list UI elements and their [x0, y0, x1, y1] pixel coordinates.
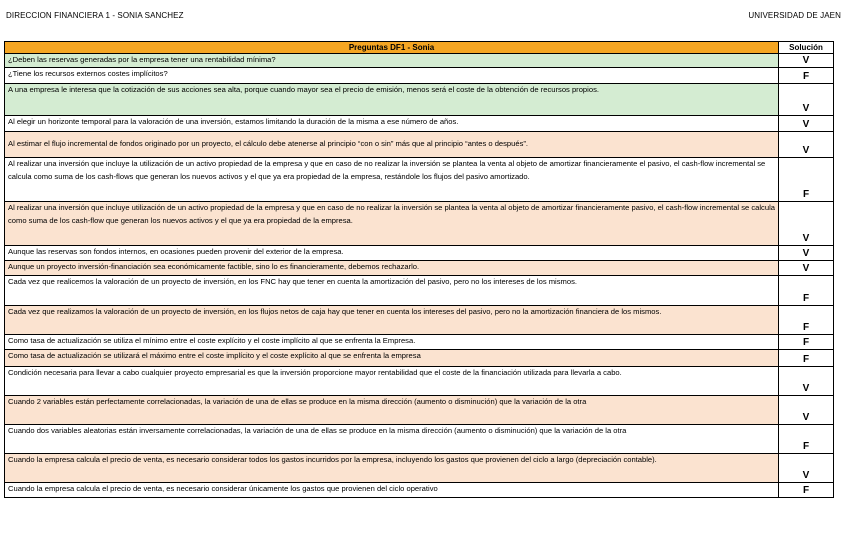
question-cell: Como tasa de actualización se utilizará el máximo entre el coste implícito y el coste explícito al que se enfrenta la empresa: [5, 350, 779, 367]
question-cell: A una empresa le interesa que la cotización de sus acciones sea alta, porque cuando mayor sea el precio de emisión, menos será el coste de la obtención de recursos propios.: [5, 84, 779, 116]
question-cell: Cada vez que realicemos la valoración de un proyecto de inversión, en los FNC hay que tener en cuenta la amortización del pasivo, pero no los intereses de los mismos.: [5, 276, 779, 306]
question-cell: Condición necesaria para llevar a cabo cualquier proyecto empresarial es que la inversión proporcione mayor rentabilidad que el coste de la financiación utilizada para llevarla a cabo.: [5, 367, 779, 396]
solution-cell: V: [779, 116, 834, 132]
solution-cell: F: [779, 306, 834, 335]
solution-cell: V: [779, 246, 834, 261]
solution-cell: V: [779, 54, 834, 68]
solution-cell: V: [779, 396, 834, 425]
table-row: [5, 261, 834, 276]
table-row: [5, 335, 834, 350]
table-row: [5, 396, 834, 425]
solution-cell: V: [779, 84, 834, 116]
question-cell: Al realizar una inversión que incluye la utilización de un activo propiedad de la empresa y que en caso de no realizar la inversión se plantea la venta al objeto de amortizar financieramente el pasivo, el cash-flow incremental se calcula como suma de los cash-flows que generan los nuevos activos y el que ya era propiedad de la empresa, restándole los flujos del pasivo amortizado.: [5, 158, 779, 202]
table-row: [5, 425, 834, 454]
table-row: [5, 158, 834, 202]
question-cell: Cuando dos variables aleatorias están inversamente correlacionadas, la variación de una de ellas se produce en la misma dirección (aumento o disminución) que la variación de la otra: [5, 425, 779, 454]
table-row: [5, 132, 834, 158]
solution-cell: F: [779, 68, 834, 84]
question-cell: Cada vez que realizamos la valoración de un proyecto de inversión, en los flujos netos de caja hay que tener en cuenta los intereses del pasivo, pero no la amortización financiera de los mismos.: [5, 306, 779, 335]
question-cell: Al estimar el flujo incremental de fondos originado por un proyecto, el cálculo debe atenerse al principio “con o sin” más que al principio “antes o después”.: [5, 132, 779, 158]
table-row: [5, 84, 834, 116]
solution-cell: V: [779, 454, 834, 483]
solution-cell: V: [779, 261, 834, 276]
solution-cell: F: [779, 425, 834, 454]
table-row: [5, 246, 834, 261]
table-row: [5, 306, 834, 335]
question-cell: Al realizar una inversión que incluye utilización de un activo propiedad de la empresa y que en caso de no realizar la inversión se plantea la venta al objeto de amortizar financieramente pasivo, el cash-flow incremental se calcula como suma de los cash-flow que generan los nuevos activos y el que ya era propiedad de la empresa.: [5, 202, 779, 246]
solution-cell: F: [779, 350, 834, 367]
university-name: UNIVERSIDAD DE JAEN: [748, 11, 841, 20]
table-row: [5, 454, 834, 483]
table-row: [5, 116, 834, 132]
solution-cell: V: [779, 367, 834, 396]
solution-cell: F: [779, 335, 834, 350]
table-header-row: [5, 42, 834, 54]
table-row: [5, 68, 834, 84]
table-row: [5, 276, 834, 306]
question-cell: Cuando 2 variables están perfectamente correlacionadas, la variación de una de ellas se produce en la misma dirección (aumento o disminución) que la variación de la otra: [5, 396, 779, 425]
table-row: [5, 202, 834, 246]
document-title: DIRECCION FINANCIERA 1 - SONIA SANCHEZ: [6, 11, 184, 20]
question-cell: Al elegir un horizonte temporal para la valoración de una inversión, estamos limitando la duración de la misma a ese número de años.: [5, 116, 779, 132]
solution-cell: F: [779, 276, 834, 306]
question-cell: Aunque un proyecto inversión-financiación sea económicamente factible, sino lo es financieramente, debemos rechazarlo.: [5, 261, 779, 276]
question-cell: Aunque las reservas son fondos internos, en ocasiones pueden provenir del exterior de la empresa.: [5, 246, 779, 261]
table-row: [5, 483, 834, 498]
table-row: [5, 54, 834, 68]
question-cell: ¿Deben las reservas generadas por la empresa tener una rentabilidad mínima?: [5, 54, 779, 68]
table-row: [5, 367, 834, 396]
solution-cell: V: [779, 202, 834, 246]
solution-cell: F: [779, 158, 834, 202]
question-cell: Cuando la empresa calcula el precio de venta, es necesario considerar únicamente los gastos que provienen del ciclo operativo: [5, 483, 779, 498]
solution-cell: F: [779, 483, 834, 498]
table-row: [5, 350, 834, 367]
question-cell: ¿Tiene los recursos externos costes implícitos?: [5, 68, 779, 84]
solution-column-header: Solución: [779, 42, 834, 54]
solution-cell: V: [779, 132, 834, 158]
question-column-header: Preguntas DF1 - Sonia: [5, 42, 779, 54]
questions-table: [4, 41, 834, 498]
question-cell: Como tasa de actualización se utiliza el mínimo entre el coste explícito y el coste implícito al que se enfrenta la Empresa.: [5, 335, 779, 350]
question-cell: Cuando la empresa calcula el precio de venta, es necesario considerar todos los gastos incurridos por la empresa, incluyendo los gastos que provienen del ciclo a largo (depreciación contable).: [5, 454, 779, 483]
